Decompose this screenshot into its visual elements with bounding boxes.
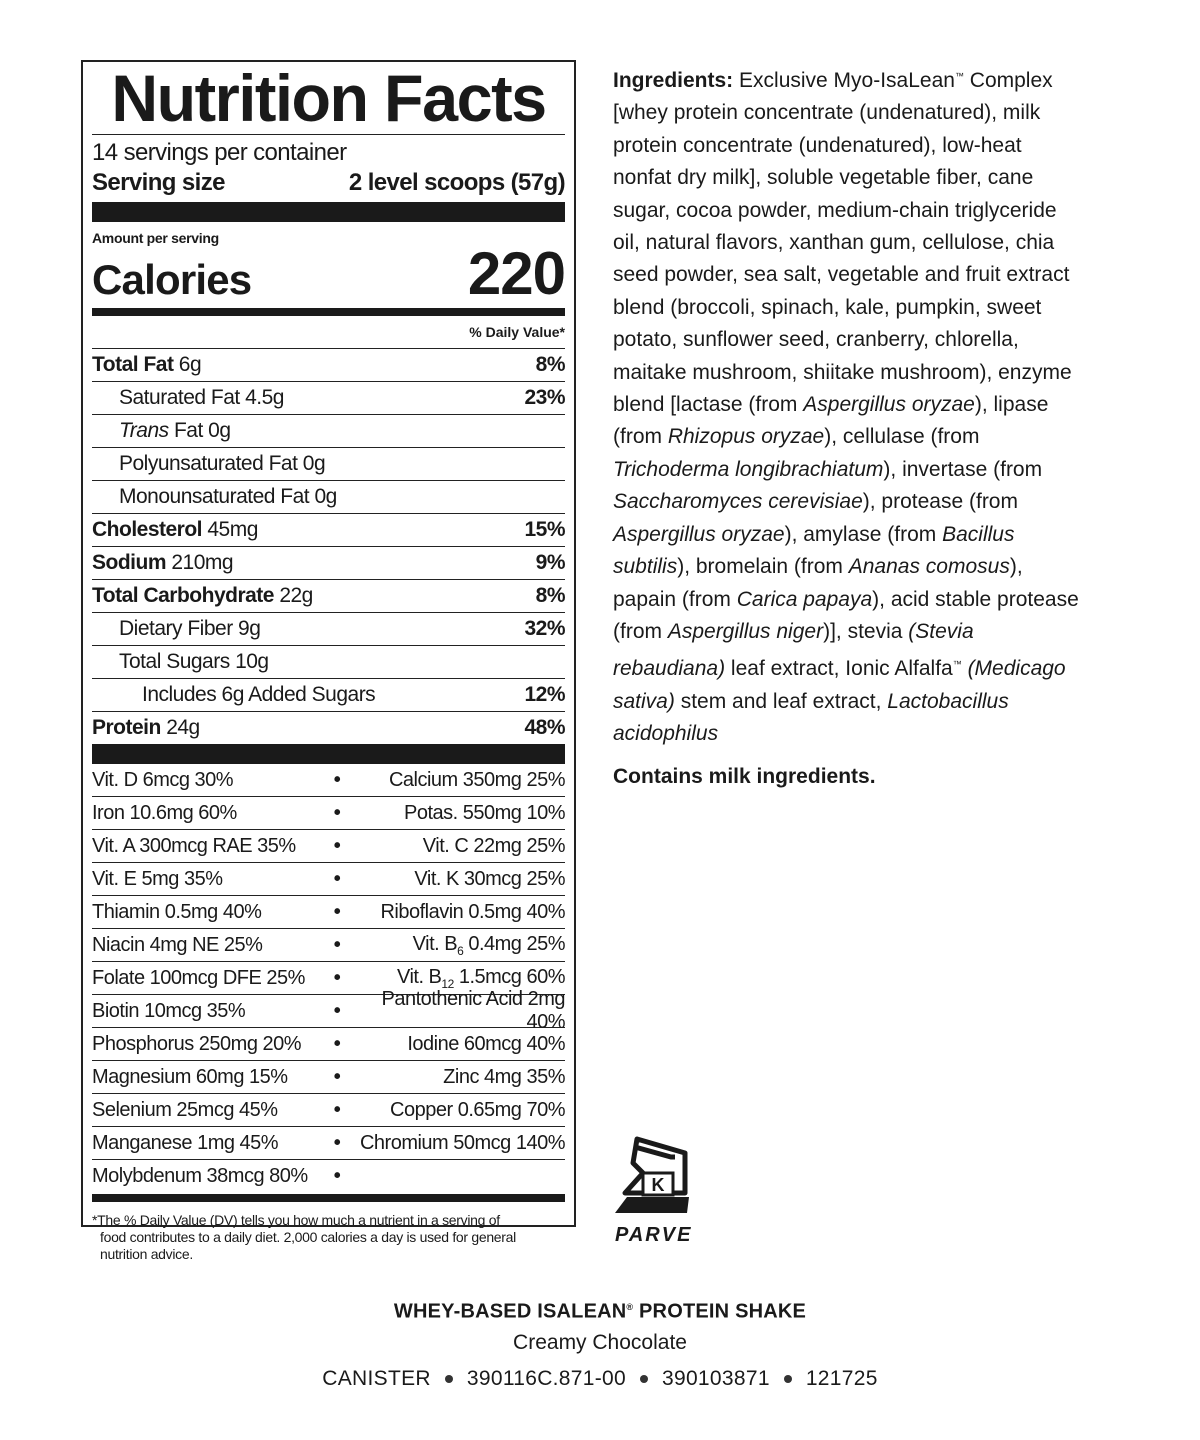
ingredient-text: ™	[954, 71, 964, 81]
nutrient-dv: 9%	[535, 551, 565, 574]
vitamin-separator: •	[333, 1164, 341, 1187]
amount-per-serving: Amount per serving	[92, 230, 219, 246]
ingredient-text: Exclusive Myo-IsaLean	[733, 69, 955, 92]
nutrient-dv: 8%	[535, 584, 565, 607]
vitamin-separator: •	[333, 933, 341, 956]
vitamin-right: Vit. C 22mg 25%	[422, 834, 565, 857]
ingredient-text: ), cellulase (from	[824, 425, 980, 449]
nutrient-name: Cholesterol	[92, 518, 203, 541]
vitamin-left: Folate 100mcg DFE 25%	[92, 966, 305, 989]
vitamin-subscript: 6	[457, 943, 464, 958]
nutrient-name: Total Fat	[92, 353, 174, 376]
ingredient-scientific-name: Trichoderma longibrachiatum	[613, 457, 884, 481]
kosher-label: PARVE	[615, 1224, 693, 1245]
daily-value-footnote	[92, 1202, 565, 1263]
vitamin-right	[350, 933, 565, 958]
nutrient-row	[92, 678, 565, 711]
product-code: CANISTER	[322, 1366, 431, 1390]
ingredient-text: ), invertase (from	[883, 457, 1043, 481]
vitamin-left: Thiamin 0.5mg 40%	[92, 900, 262, 923]
nutrient-name: Saturated Fat	[119, 386, 240, 409]
ingredient-text: ), acid stable protease (from	[613, 587, 1079, 643]
kosher-symbol-graphic	[613, 1133, 693, 1245]
ingredient-scientific-name: Rhizopus oryzae	[667, 425, 825, 449]
vitamin-row	[92, 988, 565, 1033]
ingredient-scientific-name: Aspergillus niger	[667, 619, 824, 643]
nutrient-dv: 32%	[524, 617, 565, 640]
nutrient-amount: 22g	[279, 584, 313, 607]
kosher-parve-icon	[613, 1133, 693, 1245]
vitamin-row	[92, 796, 565, 829]
nutrient-amount: Fat 0g	[173, 419, 231, 442]
product-name-part: WHEY-BASED ISALEAN	[393, 1300, 627, 1323]
product-code: 390103871	[661, 1366, 770, 1390]
ingredient-scientific-name: (Medicago sativa)	[613, 657, 1066, 713]
calories-value: 220	[467, 240, 565, 307]
serving-size-value: 2 level scoops (57g)	[348, 169, 565, 196]
footnote-line: *The % Daily Value (DV) tells you how much a nutrient in a serving of	[92, 1212, 500, 1228]
product-codes	[0, 1363, 1200, 1395]
vitamin-row	[92, 1159, 565, 1192]
product-code: 390116C.871-00	[466, 1366, 626, 1390]
product-name-part: PROTEIN SHAKE	[633, 1300, 807, 1323]
vitamin-left: Vit. D 6mcg 30%	[92, 768, 234, 791]
medium-divider	[92, 308, 565, 316]
nutrient-dv: 15%	[524, 518, 565, 541]
vitamin-right-text: Vit. B	[412, 932, 458, 955]
vitamin-left: Manganese 1mg 45%	[92, 1131, 279, 1154]
ingredient-text: )], stevia	[823, 619, 909, 643]
thick-divider	[92, 744, 565, 764]
nutrient-row	[92, 579, 565, 612]
vitamin-right-text: 1.5mcg 60%	[453, 965, 565, 988]
serving-size-label: Serving size	[92, 169, 225, 196]
vitamin-separator: •	[333, 999, 341, 1022]
nutrient-dv: 12%	[524, 683, 565, 706]
footnote-line: nutrition advice.	[100, 1246, 193, 1262]
allergen-statement: Contains milk ingredients.	[613, 764, 876, 788]
vitamin-left: Phosphorus 250mg 20%	[92, 1032, 302, 1055]
vitamin-left: Niacin 4mg NE 25%	[92, 933, 263, 956]
nutrient-amount: 9g	[238, 617, 261, 640]
ingredient-text: Complex [whey protein concentrate (undenatured), milk protein concentrate (undenatured), low-heat nonfat dry milk], soluble vegetable fiber, cane sugar, cocoa powder, medium-chain triglyceride oil, natural flavors, xanthan gum, cellulose, chia seed powder, sea salt, vegetable and fruit extract blend (broccoli, spinach, kale, pumpkin, sweet potato, sunflower seed, cranberry, chlorella, maitake mushroom, shiitake mushroom), enzyme blend [lactase (from	[613, 69, 1072, 417]
bullet-separator	[640, 1375, 648, 1383]
serving-size-row	[92, 168, 565, 202]
vitamins-minerals-list	[92, 764, 565, 1192]
vitamin-separator: •	[333, 1065, 341, 1088]
vitamin-right: Calcium 350mg 25%	[388, 768, 565, 791]
nutrient-amount: 4.5g	[245, 386, 284, 409]
ingredients-body	[613, 69, 1079, 745]
nutrient-row	[92, 480, 565, 513]
nutrient-name: Sodium	[92, 551, 166, 574]
ingredient-scientific-name: Bacillus subtilis	[613, 522, 1015, 579]
nutrient-row	[92, 612, 565, 645]
ingredient-text: ™	[952, 659, 962, 670]
vitamin-separator: •	[333, 1131, 341, 1154]
vitamin-right: Zinc 4mg 35%	[443, 1065, 565, 1088]
servings-per-container: 14 servings per container	[92, 139, 347, 166]
nutrient-row	[92, 348, 565, 381]
vitamin-row	[92, 1060, 565, 1093]
vitamin-right-text: 0.4mg 25%	[463, 932, 565, 955]
registered-mark: ®	[626, 1302, 634, 1312]
ingredients-panel	[613, 60, 1083, 793]
ingredient-text: ), papain (from	[613, 555, 1023, 611]
vitamin-left: Magnesium 60mg 15%	[92, 1065, 288, 1088]
vitamin-left: Vit. A 300mcg RAE 35%	[92, 834, 296, 857]
ingredients-label: Ingredients:	[613, 69, 734, 92]
nutrition-facts-panel	[81, 60, 576, 1262]
vitamin-row	[92, 862, 565, 895]
vitamin-left: Molybdenum 38mcg 80%	[92, 1164, 308, 1187]
nutrient-dv: 23%	[524, 386, 565, 409]
product-name	[0, 1292, 1200, 1327]
vitamin-row	[92, 895, 565, 928]
nutrient-name: Trans	[119, 419, 169, 442]
vitamin-separator: •	[333, 768, 341, 791]
nutrient-row	[92, 645, 565, 678]
ingredient-scientific-name: Lactobacillus acidophilus	[613, 689, 1009, 746]
ingredient-scientific-name: Aspergillus oryzae	[803, 393, 975, 417]
nutrient-amount: 6g	[178, 353, 202, 376]
vitamin-left: Iron 10.6mg 60%	[92, 801, 237, 824]
nutrient-name: Total Sugars	[119, 650, 230, 673]
product-code: 121725	[805, 1366, 878, 1390]
ingredient-scientific-name: Saccharomyces cerevisiae	[613, 490, 863, 514]
nutrient-dv: 8%	[535, 353, 565, 376]
vitamin-left: Vit. E 5mg 35%	[92, 867, 223, 890]
medium-divider	[92, 1194, 565, 1202]
calories-row	[92, 240, 565, 307]
calories-label: Calories	[92, 256, 252, 303]
ingredient-text: ), amylase (from	[784, 522, 943, 546]
nutrient-name: Polyunsaturated Fat	[119, 452, 298, 475]
vitamin-row	[92, 1027, 565, 1060]
vitamin-right: Copper 0.65mg 70%	[390, 1098, 565, 1121]
ingredient-text: ), protease (from	[862, 490, 1018, 514]
vitamin-left: Selenium 25mcg 45%	[92, 1098, 278, 1121]
vitamin-row	[92, 764, 565, 796]
nutrition-facts-title: Nutrition Facts	[111, 61, 546, 135]
vitamin-row	[92, 829, 565, 862]
ingredient-scientific-name: Carica papaya	[736, 587, 873, 611]
nutrient-row	[92, 711, 565, 744]
footnote-line: food contributes to a daily diet. 2,000 calories a day is used for general	[100, 1229, 516, 1245]
nutrient-amount: 10g	[235, 650, 269, 673]
nutrient-amount: 0g	[314, 485, 337, 508]
ingredient-scientific-name: Ananas comosus	[848, 555, 1010, 579]
vitamin-right-text: Vit. B	[396, 965, 442, 988]
vitamin-right: Potas. 550mg 10%	[404, 801, 565, 824]
bullet-separator	[445, 1375, 453, 1383]
daily-value-header: % Daily Value*	[469, 324, 565, 340]
nutrient-name: Total Carbohydrate	[92, 584, 274, 607]
nutrient-row	[92, 513, 565, 546]
ingredient-scientific-name: (Stevia rebaudiana)	[613, 619, 974, 681]
nutrient-amount: 0g	[302, 452, 326, 475]
product-info	[0, 1292, 1200, 1395]
vitamin-separator: •	[333, 966, 341, 989]
vitamin-left: Biotin 10mcg 35%	[92, 999, 246, 1022]
vitamin-row	[92, 1093, 565, 1126]
vitamin-row	[92, 1126, 565, 1159]
vitamin-separator: •	[333, 1098, 341, 1121]
nutrient-name: Includes 6g Added Sugars	[142, 683, 376, 706]
vitamin-separator: •	[333, 867, 341, 890]
ingredient-text: leaf extract, Ionic Alfalfa	[725, 657, 953, 681]
nutrient-name: Protein	[92, 716, 161, 739]
nutrient-row	[92, 546, 565, 579]
product-flavor: Creamy Chocolate	[513, 1330, 687, 1354]
nutrient-row	[92, 414, 565, 447]
vitamin-right: Riboflavin 0.5mg 40%	[380, 900, 565, 923]
ingredients-text	[613, 60, 1083, 751]
vitamin-right: Chromium 50mcg 140%	[359, 1131, 565, 1154]
ingredient-text: stem and leaf extract,	[674, 689, 888, 713]
vitamin-subscript: 12	[441, 976, 454, 991]
kosher-letter: K	[651, 1175, 665, 1195]
vitamin-right: Vit. K 30mcg 25%	[414, 867, 565, 890]
nutrient-dv: 48%	[524, 716, 565, 739]
vitamin-right: Iodine 60mcg 40%	[407, 1032, 565, 1055]
vitamin-separator: •	[333, 900, 341, 923]
bullet-separator	[784, 1375, 792, 1383]
ingredient-text: ), lipase (from	[613, 393, 1049, 449]
ingredient-scientific-name: Aspergillus oryzae	[613, 522, 785, 546]
nutrient-amount: 24g	[166, 716, 200, 739]
nutrient-row	[92, 447, 565, 480]
nutrient-name: Dietary Fiber	[119, 617, 233, 640]
thick-divider	[92, 202, 565, 222]
nutrient-amount: 210mg	[171, 551, 234, 574]
nutrient-amount: 45mg	[207, 518, 258, 541]
vitamin-right	[350, 966, 565, 991]
nutrient-row	[92, 381, 565, 414]
vitamin-separator: •	[333, 834, 341, 857]
vitamin-row	[92, 928, 565, 961]
ingredient-text: ), bromelain (from	[677, 555, 849, 579]
nutrient-name: Monounsaturated Fat	[119, 485, 310, 508]
vitamin-separator: •	[333, 801, 341, 824]
vitamin-right: Pantothenic Acid 2mg 40%	[381, 988, 565, 1033]
vitamin-separator: •	[333, 1032, 341, 1055]
